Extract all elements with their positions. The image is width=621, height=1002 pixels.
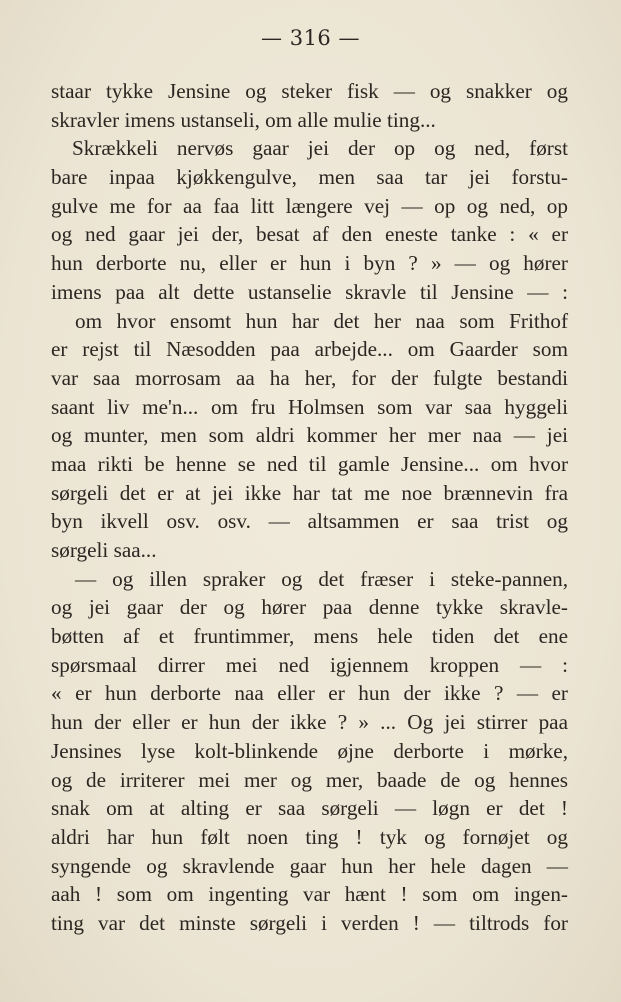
text-line: og munter, men som aldri kommer her mer naa — jei xyxy=(51,423,568,448)
text-line: og jei gaar der og hører paa denne tykke skravle- xyxy=(51,595,568,620)
text-line: ting var det minste sørgeli i verden ! — tiltrods for xyxy=(51,910,568,935)
text-line: syngende og skravlende gaar hun her hele dagen — xyxy=(51,853,568,878)
text-line: og de irriterer mei mer og mer, baade de og hennes xyxy=(51,767,568,792)
text-line: hun derborte nu, eller er hun i byn ? » — og hører xyxy=(51,251,568,276)
text-line: aah ! som om ingenting var hænt ! som om ingen- xyxy=(51,882,568,907)
text-line: sørgeli saa... xyxy=(51,538,157,562)
text-line: maa rikti be henne se ned til gamle Jensine... om hvor xyxy=(51,451,568,476)
text-line: om hvor ensomt hun har det her naa som Frithof xyxy=(75,308,568,333)
text-line: og ned gaar jei der, besat af den eneste tanke : « er xyxy=(51,222,568,247)
text-line: Jensines lyse kolt-blinkende øjne derborte i mørke, xyxy=(51,738,568,763)
text-line: snak om at alting er saa sørgeli — løgn er det ! xyxy=(51,796,568,821)
text-line: sørgeli det er at jei ikke har tat me noe brænnevin fra xyxy=(51,480,568,505)
text-line: staar tykke Jensine og steker fisk — og snakker og xyxy=(51,79,568,103)
text-line: hun der eller er hun der ikke ? » ... Og jei stirrer paa xyxy=(51,710,568,735)
text-line: — og illen spraker og det fræser i steke-pannen, xyxy=(75,566,568,591)
text-line: er rejst til Næsodden paa arbejde... om Gaarder som xyxy=(51,337,568,362)
text-line: byn ikvell osv. osv. — altsammen er saa trist og xyxy=(51,509,568,534)
page-number: — 316 — xyxy=(261,26,360,50)
text-line: Skrækkeli nervøs gaar jei der op og ned, først xyxy=(72,136,568,161)
text-line: gulve me for aa faa litt længere vej — op og ned, op xyxy=(51,193,568,218)
text-line: bøtten af et fruntimmer, mens hele tiden det ene xyxy=(51,624,568,649)
text-line: « er hun derborte naa eller er hun der ikke ? — er xyxy=(51,681,568,706)
text-line: imens paa alt dette ustanselie skravle til Jensine — : xyxy=(51,279,568,304)
text-line: spørsmaal dirrer mei ned igjennem kroppen — : xyxy=(51,652,568,677)
body-text xyxy=(51,77,568,938)
text-line: skravler imens ustanseli, om alle mulie ting... xyxy=(51,107,436,132)
text-line: saant liv me'n... om fru Holmsen som var saa hyggeli xyxy=(51,394,568,419)
text-line: bare inpaa kjøkkengulve, men saa tar jei forstu- xyxy=(51,165,568,190)
text-line: var saa morrosam aa ha her, for der fulgte bestandi xyxy=(51,365,568,390)
text-line: aldri har hun følt noen ting ! tyk og fornøjet og xyxy=(51,824,568,849)
